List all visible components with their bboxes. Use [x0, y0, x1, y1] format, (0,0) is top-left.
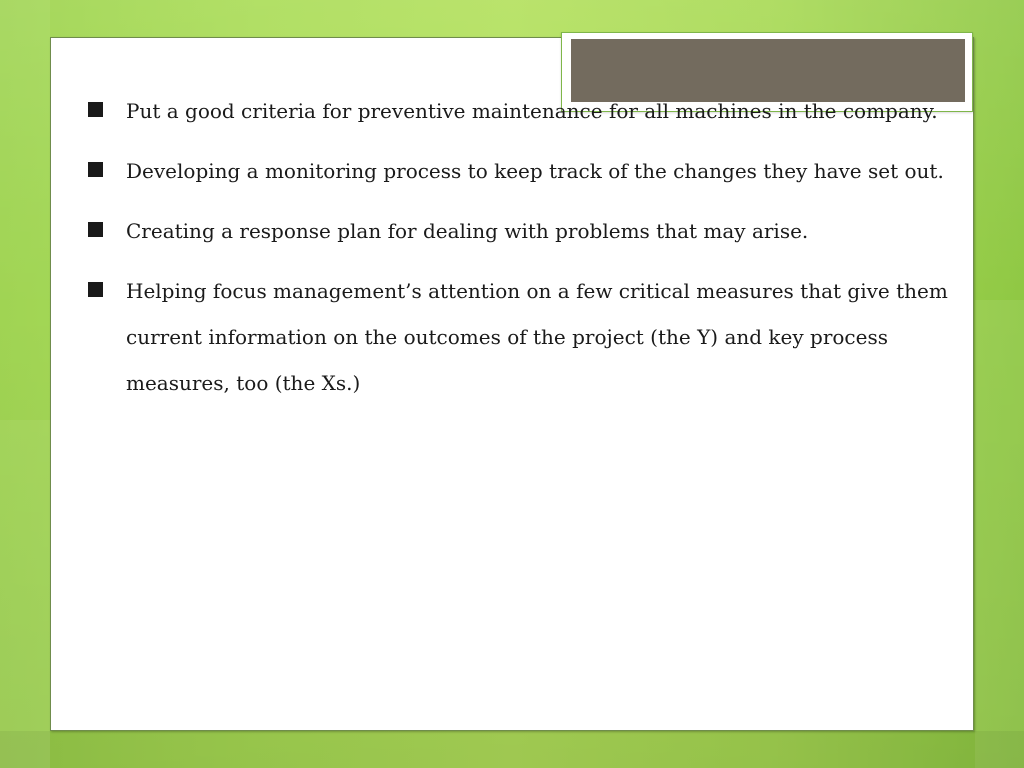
bullet-item [88, 268, 968, 406]
square-bullet-icon [88, 282, 103, 297]
background-facet [0, 420, 50, 768]
bullet-item [88, 208, 968, 254]
background-facet [975, 300, 1024, 768]
bullet-list [88, 88, 968, 420]
background-facet [0, 731, 1024, 768]
bullet-text: Developing a monitoring process to keep track of the changes they have set out. [126, 159, 944, 183]
bullet-text: Creating a response plan for dealing with problems that may arise. [126, 219, 809, 243]
square-bullet-icon [88, 162, 103, 177]
square-bullet-icon [88, 102, 103, 117]
bullet-item [88, 148, 968, 194]
bullet-text: Helping focus management’s attention on a few critical measures that give them current information on the outcomes of the project (the Y) and key process measures, too (the Xs.) [126, 279, 948, 395]
background-facet [0, 0, 50, 420]
bullet-text: Put a good criteria for preventive maintenance for all machines in the company. [126, 99, 938, 123]
square-bullet-icon [88, 222, 103, 237]
bullet-item [88, 88, 968, 134]
